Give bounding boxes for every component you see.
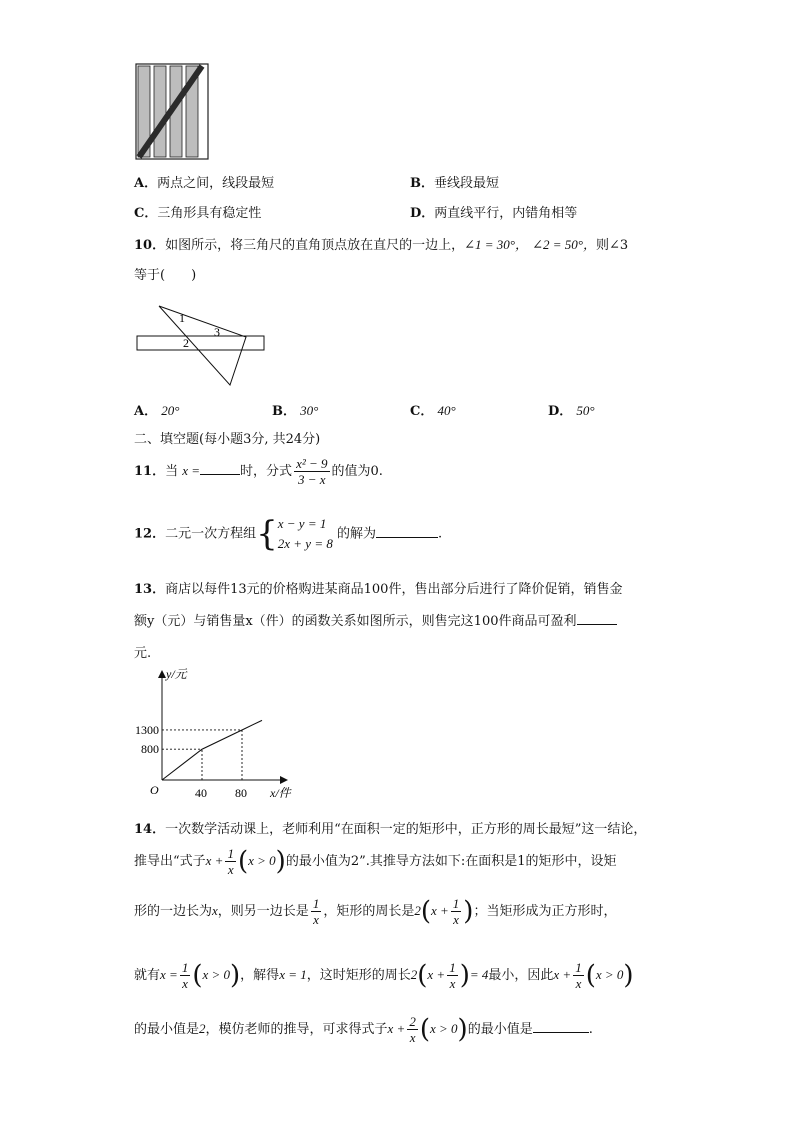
section-title: 二、填空题(每小题3分, 共24分) <box>134 432 321 447</box>
angle-2-label: 2 <box>183 336 189 350</box>
q11: 11．当 x = 时，分式 $\frac{\text{x² − 9}}{3 - x}$ 的值为0. <box>134 456 383 487</box>
q10-option-b: B． 30° <box>272 403 319 419</box>
y-tick-label-1300: 1300 <box>135 722 159 737</box>
q12-blank[interactable] <box>376 525 438 538</box>
q14-line4: 就有x = $\frac{1}{x}$ (x > 0)，解得x = 1，这时矩形的周长2(x + $\frac{1}{x}$ )= 4最小，因此x + $\frac{1}{x}$ (x > 0) <box>134 960 634 991</box>
series-line <box>162 720 262 780</box>
q14-blank[interactable] <box>533 1020 589 1033</box>
q9-option-a: A．两点之间，线段最短 <box>134 176 275 191</box>
q9-figure <box>134 63 210 161</box>
angle-3-label: 3 <box>214 325 220 339</box>
q14-line1: 14．一次数学活动课上，老师利用“在面积一定的矩形中，正方形的周长最短”这一结论， <box>134 822 647 837</box>
y-tick-label-800: 800 <box>141 742 159 757</box>
q9-option-d: D．两直线平行，内错角相等 <box>410 206 578 221</box>
q14-line2: 推导出“式子x + $\frac{1}{x}$ (x > 0)的最小值为2”.其推导方法如下:在面积是1的矩形中，设矩 <box>134 846 617 877</box>
angle-1-label: 1 <box>179 311 185 325</box>
q10-stem: 10．如图所示，将三角尺的直角顶点放在直尺的一边上，∠1 = 30°， ∠2 = 50°，则∠3 <box>134 237 629 253</box>
q10-option-c: C． 40° <box>410 403 456 419</box>
q12-system: x − y = 1 2x + y = 8 <box>277 516 333 551</box>
q9-option-b: B．垂线段最短 <box>410 176 500 191</box>
q9-option-c: C．三角形具有稳定性 <box>134 206 262 221</box>
q13-line3: 元. <box>134 646 152 661</box>
q13-line1: 13．商店以每件13元的价格购进某商品100件，售出部分后进行了降价促销，销售金 <box>134 582 623 597</box>
q14-line3: 形的一边长为x，则另一边长是 $\frac{1}{x}$ ，矩形的周长是2(x + $\frac{1}{x}$ )；当矩形成为正方形时， <box>134 896 617 927</box>
y-axis-arrow <box>158 670 166 678</box>
q14-line5: 的最小值是2，模仿老师的推导，可求得式子x + $\frac{2}{x}$ (x > 0)的最小值是 . <box>134 1014 593 1045</box>
q10-option-d: D． 50° <box>548 403 595 419</box>
q11-fraction: $\frac{\text{x² − 9}}{3 - x}$ <box>296 456 328 487</box>
y-axis-label: y/元 <box>166 667 187 681</box>
q10-stem-line2: 等于( ) <box>134 268 197 283</box>
x-tick-label-40: 40 <box>195 786 207 800</box>
q13-line2: 额y（元）与销售量x（件）的函数关系如图所示，则售完这100件商品可盈利 <box>134 610 617 629</box>
q10-figure <box>134 300 268 390</box>
q11-blank[interactable] <box>200 462 240 475</box>
x-axis-arrow <box>280 776 288 784</box>
q12: 12．二元一次方程组{ x − y = 1 2x + y = 8 的解为 . <box>134 514 443 554</box>
q13-blank[interactable] <box>577 612 617 625</box>
q13-chart <box>130 666 300 800</box>
x-axis-label: x/件 <box>270 786 291 800</box>
x-tick-label-80: 80 <box>235 786 247 800</box>
origin-label: O <box>150 783 159 797</box>
q10-option-a: A． 20° <box>134 403 180 419</box>
